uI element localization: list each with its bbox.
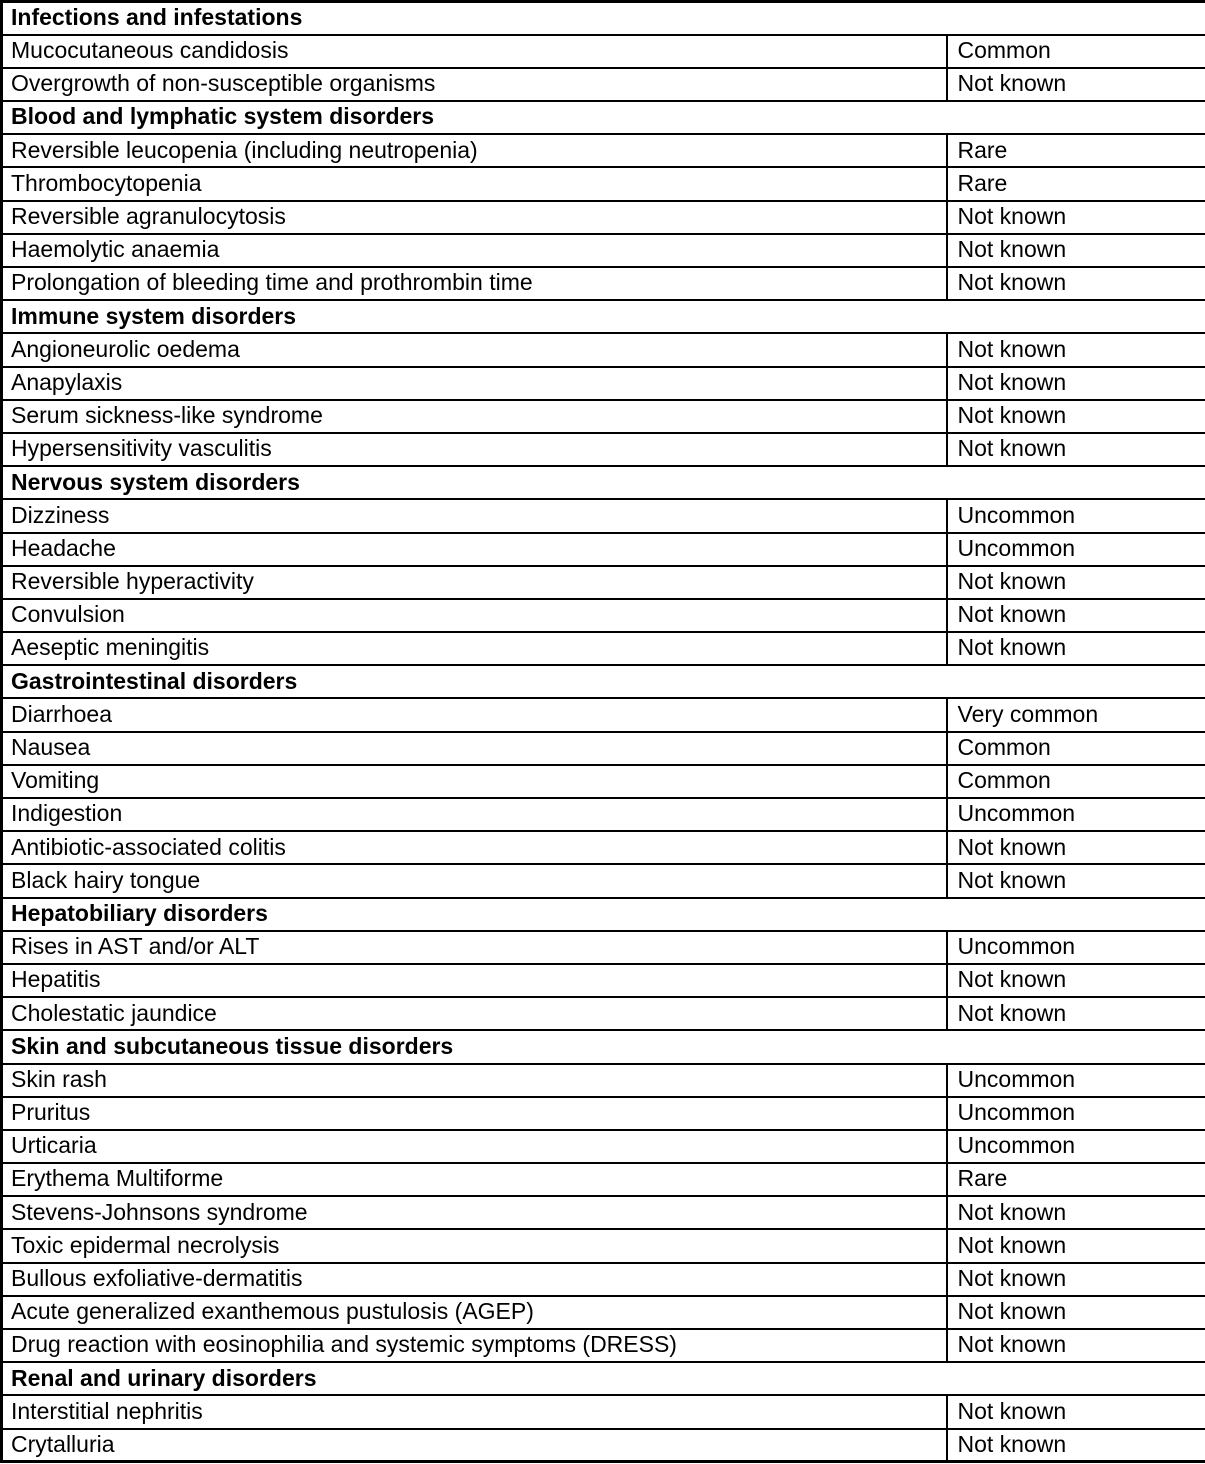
table-row <box>2 68 1205 101</box>
reaction-cell: Haemolytic anaemia <box>2 234 947 267</box>
table-row <box>2 234 1205 267</box>
adverse-reactions-table-body <box>2 2 1205 1462</box>
section-header: Gastrointestinal disorders <box>2 665 1205 698</box>
table-row <box>2 698 1205 731</box>
table-row <box>2 964 1205 997</box>
reaction-cell: Overgrowth of non-susceptible organisms <box>2 68 947 101</box>
frequency-cell: Not known <box>947 367 1205 400</box>
frequency-cell: Not known <box>947 864 1205 897</box>
reaction-cell: Acute generalized exanthemous pustulosis (AGEP) <box>2 1296 947 1329</box>
reaction-cell: Angioneurolic oedema <box>2 333 947 366</box>
table-row <box>2 798 1205 831</box>
reaction-cell: Black hairy tongue <box>2 864 947 897</box>
reaction-cell: Skin rash <box>2 1064 947 1097</box>
reaction-cell: Prolongation of bleeding time and prothrombin time <box>2 267 947 300</box>
frequency-cell: Rare <box>947 167 1205 200</box>
frequency-cell: Not known <box>947 632 1205 665</box>
reaction-cell: Indigestion <box>2 798 947 831</box>
section-header: Blood and lymphatic system disorders <box>2 101 1205 134</box>
reaction-cell: Reversible leucopenia (including neutropenia) <box>2 134 947 167</box>
frequency-cell: Not known <box>947 964 1205 997</box>
reaction-cell: Rises in AST and/or ALT <box>2 931 947 964</box>
table-row <box>2 400 1205 433</box>
table-row <box>2 1329 1205 1362</box>
reaction-cell: Urticaria <box>2 1130 947 1163</box>
table-row <box>2 201 1205 234</box>
table-row <box>2 1229 1205 1262</box>
reaction-cell: Convulsion <box>2 599 947 632</box>
section-header-row <box>2 466 1205 499</box>
frequency-cell: Uncommon <box>947 1130 1205 1163</box>
reaction-cell: Crytalluria <box>2 1429 947 1462</box>
frequency-cell: Uncommon <box>947 931 1205 964</box>
reaction-cell: Mucocutaneous candidosis <box>2 35 947 68</box>
table-row <box>2 831 1205 864</box>
table-row <box>2 433 1205 466</box>
section-header-row <box>2 898 1205 931</box>
section-header: Immune system disorders <box>2 300 1205 333</box>
table-row <box>2 267 1205 300</box>
table-row <box>2 367 1205 400</box>
section-header-row <box>2 1362 1205 1395</box>
table-row <box>2 765 1205 798</box>
reaction-cell: Aeseptic meningitis <box>2 632 947 665</box>
frequency-cell: Not known <box>947 1329 1205 1362</box>
reaction-cell: Hypersensitivity vasculitis <box>2 433 947 466</box>
table-row <box>2 599 1205 632</box>
frequency-cell: Not known <box>947 1296 1205 1329</box>
section-header: Hepatobiliary disorders <box>2 898 1205 931</box>
frequency-cell: Uncommon <box>947 1064 1205 1097</box>
table-row <box>2 1064 1205 1097</box>
table-row <box>2 1130 1205 1163</box>
table-row <box>2 333 1205 366</box>
section-header-row <box>2 300 1205 333</box>
table-row <box>2 1263 1205 1296</box>
table-row <box>2 167 1205 200</box>
table-row <box>2 1163 1205 1196</box>
section-header: Infections and infestations <box>2 2 1205 35</box>
frequency-cell: Very common <box>947 698 1205 731</box>
reaction-cell: Stevens-Johnsons syndrome <box>2 1196 947 1229</box>
reaction-cell: Diarrhoea <box>2 698 947 731</box>
frequency-cell: Rare <box>947 1163 1205 1196</box>
frequency-cell: Not known <box>947 267 1205 300</box>
table-row <box>2 1395 1205 1428</box>
frequency-cell: Not known <box>947 68 1205 101</box>
frequency-cell: Not known <box>947 1196 1205 1229</box>
frequency-cell: Not known <box>947 201 1205 234</box>
table-row <box>2 1097 1205 1130</box>
reaction-cell: Bullous exfoliative-dermatitis <box>2 1263 947 1296</box>
frequency-cell: Not known <box>947 333 1205 366</box>
frequency-cell: Common <box>947 765 1205 798</box>
reaction-cell: Reversible hyperactivity <box>2 566 947 599</box>
frequency-cell: Not known <box>947 566 1205 599</box>
table-row <box>2 35 1205 68</box>
table-row <box>2 931 1205 964</box>
reaction-cell: Pruritus <box>2 1097 947 1130</box>
section-header-row <box>2 665 1205 698</box>
reaction-cell: Anapylaxis <box>2 367 947 400</box>
frequency-cell: Not known <box>947 1263 1205 1296</box>
frequency-cell: Common <box>947 732 1205 765</box>
reaction-cell: Hepatitis <box>2 964 947 997</box>
reaction-cell: Dizziness <box>2 499 947 532</box>
table-row <box>2 1296 1205 1329</box>
section-header: Skin and subcutaneous tissue disorders <box>2 1030 1205 1063</box>
reaction-cell: Cholestatic jaundice <box>2 997 947 1030</box>
frequency-cell: Not known <box>947 1395 1205 1428</box>
reaction-cell: Headache <box>2 533 947 566</box>
reaction-cell: Drug reaction with eosinophilia and systemic symptoms (DRESS) <box>2 1329 947 1362</box>
table-row <box>2 997 1205 1030</box>
frequency-cell: Not known <box>947 400 1205 433</box>
table-row <box>2 732 1205 765</box>
reaction-cell: Interstitial nephritis <box>2 1395 947 1428</box>
reaction-cell: Thrombocytopenia <box>2 167 947 200</box>
frequency-cell: Not known <box>947 433 1205 466</box>
frequency-cell: Uncommon <box>947 798 1205 831</box>
frequency-cell: Not known <box>947 599 1205 632</box>
frequency-cell: Not known <box>947 234 1205 267</box>
table-row <box>2 1429 1205 1462</box>
frequency-cell: Not known <box>947 1429 1205 1462</box>
table-row <box>2 632 1205 665</box>
reaction-cell: Antibiotic-associated colitis <box>2 831 947 864</box>
section-header: Renal and urinary disorders <box>2 1362 1205 1395</box>
reaction-cell: Erythema Multiforme <box>2 1163 947 1196</box>
reaction-cell: Toxic epidermal necrolysis <box>2 1229 947 1262</box>
frequency-cell: Not known <box>947 997 1205 1030</box>
reaction-cell: Vomiting <box>2 765 947 798</box>
reaction-cell: Serum sickness-like syndrome <box>2 400 947 433</box>
frequency-cell: Uncommon <box>947 499 1205 532</box>
frequency-cell: Rare <box>947 134 1205 167</box>
table-row <box>2 533 1205 566</box>
table-row <box>2 1196 1205 1229</box>
frequency-cell: Uncommon <box>947 1097 1205 1130</box>
table-row <box>2 134 1205 167</box>
frequency-cell: Common <box>947 35 1205 68</box>
frequency-cell: Not known <box>947 1229 1205 1262</box>
frequency-cell: Uncommon <box>947 533 1205 566</box>
section-header-row <box>2 2 1205 35</box>
table-row <box>2 864 1205 897</box>
reaction-cell: Reversible agranulocytosis <box>2 201 947 234</box>
section-header-row <box>2 1030 1205 1063</box>
section-header: Nervous system disorders <box>2 466 1205 499</box>
frequency-cell: Not known <box>947 831 1205 864</box>
table-row <box>2 499 1205 532</box>
table-row <box>2 566 1205 599</box>
section-header-row <box>2 101 1205 134</box>
reaction-cell: Nausea <box>2 732 947 765</box>
